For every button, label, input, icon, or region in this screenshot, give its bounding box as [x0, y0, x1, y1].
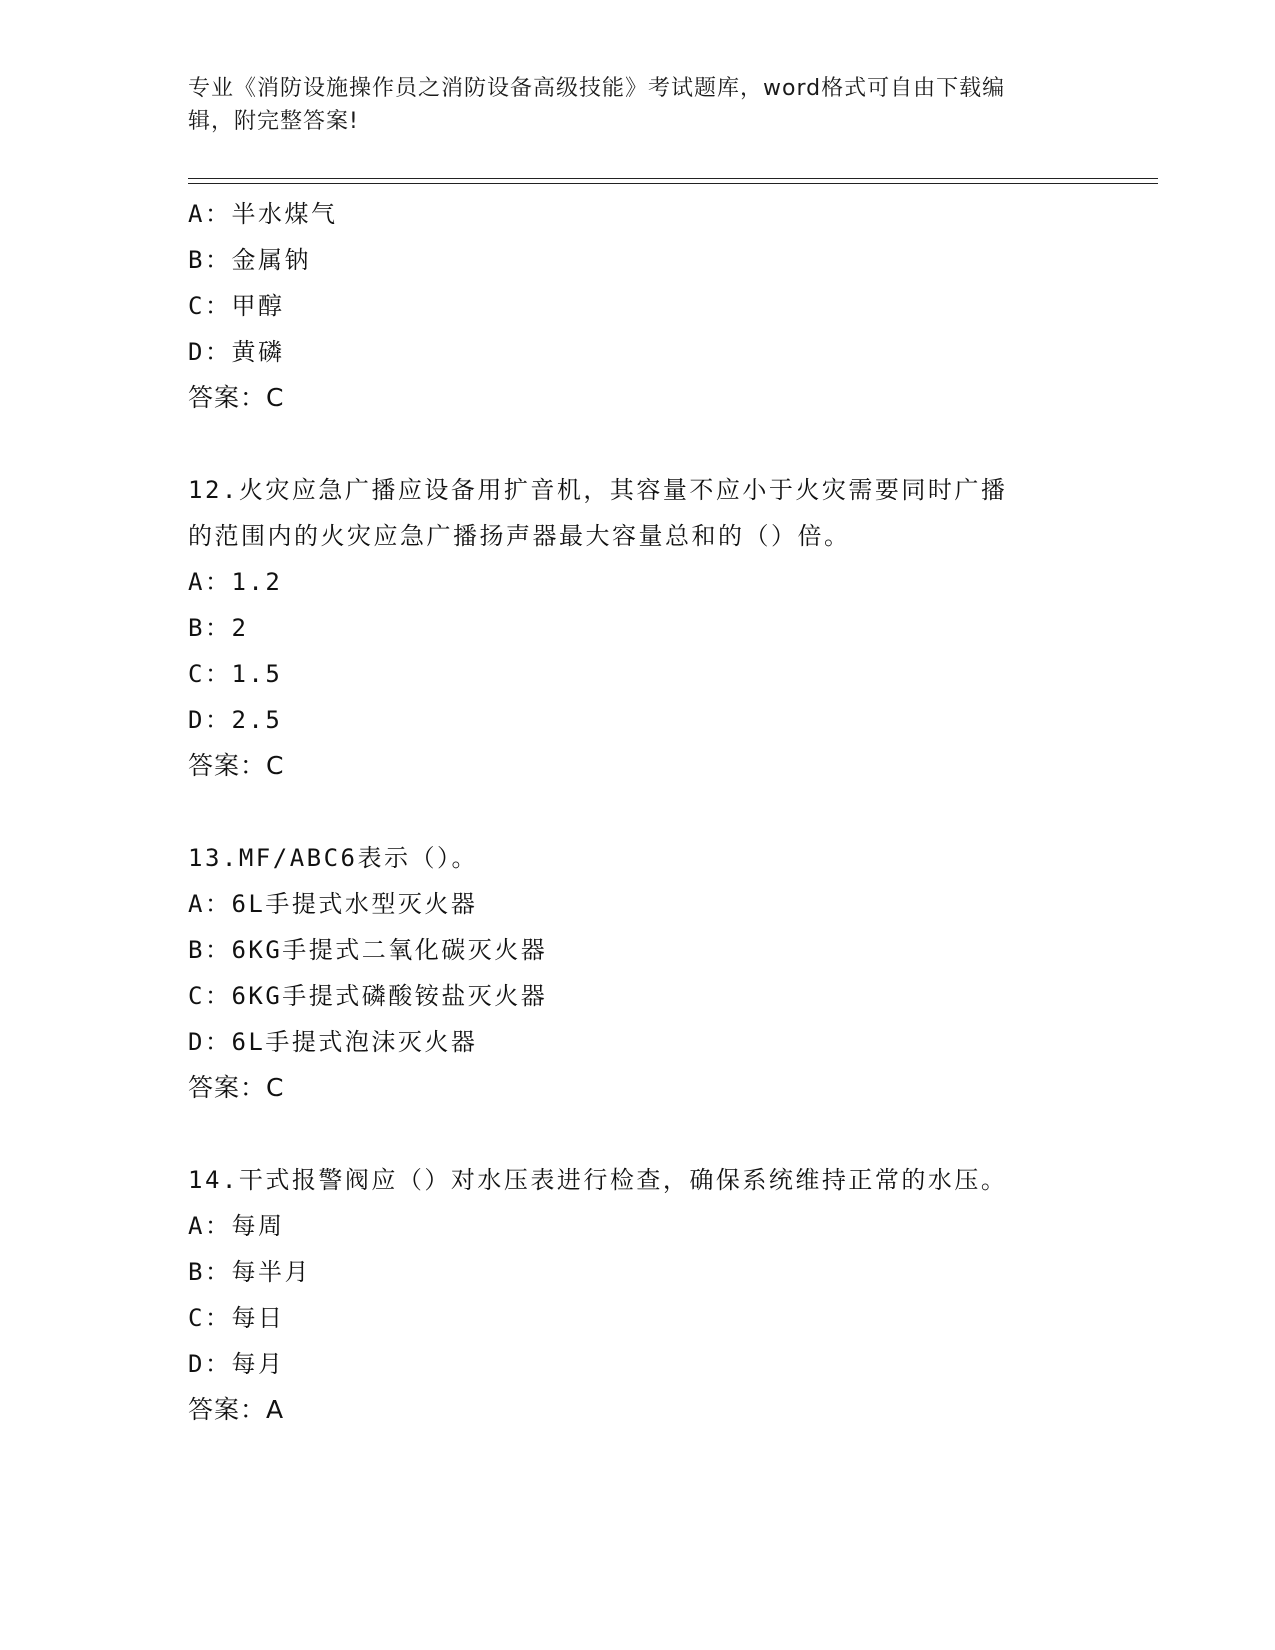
option-d: D：每月 [188, 1350, 285, 1378]
question-list [188, 191, 1148, 1433]
option-c: C：每日 [188, 1304, 285, 1332]
option-d: D：黄磷 [188, 338, 285, 366]
option-a: A：半水煤气 [188, 200, 338, 228]
option-d: D：6L手提式泡沫灭火器 [188, 1028, 478, 1056]
header-divider-top [188, 178, 1158, 179]
question-stem: 13.MF/ABC6表示（）。 [188, 844, 478, 872]
question-14 [188, 1157, 1148, 1433]
option-c: C：1.5 [188, 660, 283, 688]
option-c: C：6KG手提式磷酸铵盐灭火器 [188, 982, 548, 1010]
option-b: B：6KG手提式二氧化碳灭火器 [188, 936, 548, 964]
option-a: A：6L手提式水型灭火器 [188, 890, 478, 918]
option-b: B：金属钠 [188, 246, 311, 274]
answer-line: 答案：C [188, 383, 285, 412]
option-c: C：甲醇 [188, 292, 285, 320]
question-spacer [188, 789, 1148, 835]
answer-line: 答案：C [188, 751, 285, 780]
question-stem-line-2: 的范围内的火灾应急广播扬声器最大容量总和的（）倍。 [188, 522, 851, 550]
answer-line: 答案：C [188, 1073, 285, 1102]
option-b: B：每半月 [188, 1258, 311, 1286]
answer-line: 答案：A [188, 1395, 285, 1424]
question-13 [188, 835, 1148, 1111]
option-a: A：1.2 [188, 568, 283, 596]
option-a: A：每周 [188, 1212, 285, 1240]
option-d: D：2.5 [188, 706, 283, 734]
question-spacer [188, 1111, 1148, 1157]
question-12 [188, 467, 1148, 789]
header-line-1: 专业《消防设施操作员之消防设备高级技能》考试题库，word格式可自由下载编 [188, 76, 1006, 101]
header-divider-bottom [188, 183, 1158, 184]
header-line-2: 辑，附完整答案! [188, 109, 359, 134]
question-stem: 14.干式报警阀应（）对水压表进行检查，确保系统维持正常的水压。 [188, 1166, 1008, 1194]
question-11 [188, 191, 1148, 421]
question-stem-line-1: 12.火灾应急广播应设备用扩音机，其容量不应小于火灾需要同时广播 [188, 476, 1008, 504]
document-header [188, 72, 1068, 138]
option-b: B：2 [188, 614, 249, 642]
question-spacer [188, 421, 1148, 467]
